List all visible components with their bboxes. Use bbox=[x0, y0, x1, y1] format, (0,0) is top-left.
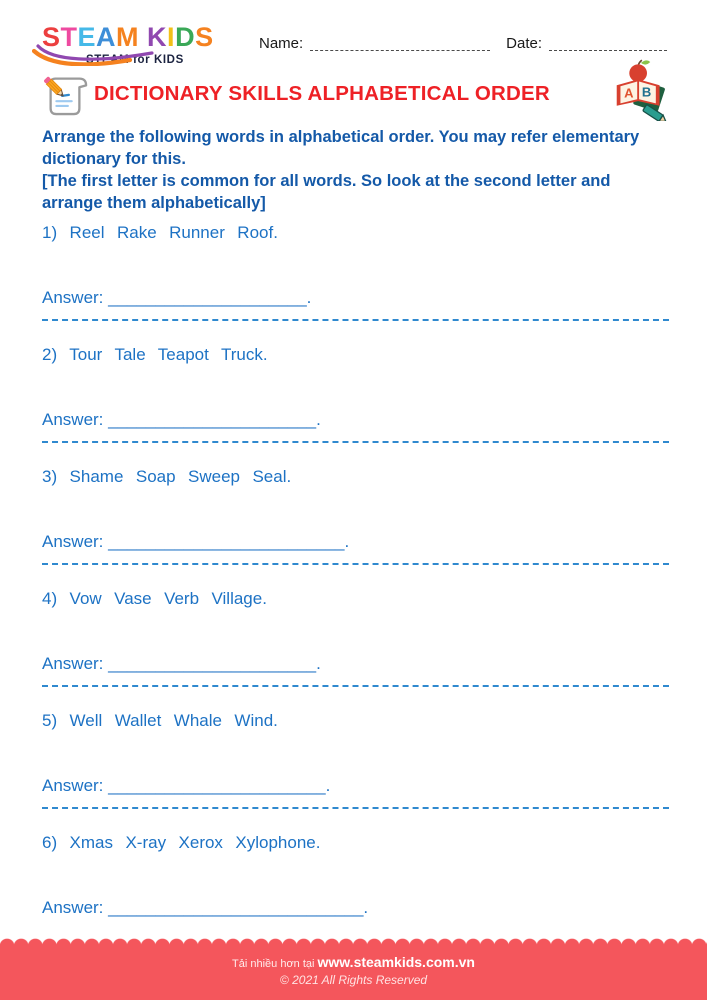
answer-row bbox=[42, 409, 667, 431]
answer-label: Answer: bbox=[42, 288, 109, 307]
dashed-separator bbox=[42, 685, 669, 687]
footer-copyright: © 2021 All Rights Reserved bbox=[279, 973, 428, 987]
footer bbox=[0, 946, 707, 1000]
logo-subtitle: STEAM for KIDS bbox=[86, 54, 184, 66]
answer-blank-line[interactable]: _____________________. bbox=[108, 288, 312, 307]
answer-label: Answer: bbox=[42, 410, 109, 429]
question-words: 3) Shame Soap Sweep Seal. bbox=[42, 467, 292, 486]
dashed-separator bbox=[42, 441, 669, 443]
answer-row bbox=[42, 653, 667, 675]
instruction-line-2: [The first letter is common for all words. So look at the second letter and arrange them alphabetically] bbox=[42, 172, 611, 212]
question-words: 4) Vow Vase Verb Village. bbox=[42, 589, 267, 608]
logo-letter: M bbox=[116, 22, 140, 52]
question-words: 2) Tour Tale Teapot Truck. bbox=[42, 345, 268, 364]
name-blank-line[interactable] bbox=[310, 45, 490, 51]
question-block bbox=[42, 466, 667, 565]
scalloped-edge bbox=[0, 937, 707, 946]
date-field bbox=[506, 36, 667, 53]
date-blank-line[interactable] bbox=[549, 45, 667, 51]
footer-link-line bbox=[0, 954, 707, 970]
question-block bbox=[42, 710, 667, 809]
title-row bbox=[42, 68, 667, 120]
question-block bbox=[42, 222, 667, 321]
answer-blank-line[interactable]: ___________________________. bbox=[108, 898, 369, 917]
date-label: Date: bbox=[506, 35, 542, 52]
name-date-row bbox=[259, 36, 667, 53]
ab-book-icon bbox=[613, 57, 667, 126]
svg-text:B: B bbox=[641, 83, 652, 99]
answer-row bbox=[42, 775, 667, 797]
logo-letter: A bbox=[96, 22, 117, 52]
svg-text:A: A bbox=[624, 84, 634, 100]
answer-label: Answer: bbox=[42, 898, 109, 917]
answer-blank-line[interactable]: _________________________. bbox=[108, 532, 350, 551]
logo-letter: K bbox=[147, 22, 168, 52]
answer-blank-line[interactable]: ______________________. bbox=[108, 410, 321, 429]
logo-letter: S bbox=[42, 22, 61, 52]
question-words: 5) Well Wallet Whale Wind. bbox=[42, 711, 278, 730]
logo-letter: S bbox=[195, 22, 214, 52]
dashed-separator bbox=[42, 807, 669, 809]
question-words: 1) Reel Rake Runner Roof. bbox=[42, 223, 278, 242]
page-title: DICTIONARY SKILLS ALPHABETICAL ORDER bbox=[94, 82, 550, 105]
answer-row bbox=[42, 897, 667, 919]
question-block bbox=[42, 344, 667, 443]
answer-row bbox=[42, 287, 667, 309]
answer-blank-line[interactable]: _______________________. bbox=[108, 776, 331, 795]
answer-row bbox=[42, 531, 667, 553]
answer-label: Answer: bbox=[42, 654, 109, 673]
logo-letter: I bbox=[167, 22, 176, 52]
pencil-scroll-icon bbox=[42, 69, 88, 122]
logo-letter: D bbox=[175, 22, 196, 52]
name-label: Name: bbox=[259, 35, 304, 52]
logo-letter: E bbox=[77, 22, 97, 52]
answer-label: Answer: bbox=[42, 532, 109, 551]
answer-label: Answer: bbox=[42, 776, 109, 795]
dashed-separator bbox=[42, 319, 669, 321]
footer-website[interactable]: www.steamkids.com.vn bbox=[317, 954, 475, 970]
logo-letter: T bbox=[60, 22, 78, 52]
logo-swoosh-icon bbox=[32, 44, 182, 71]
steam-kids-logo bbox=[42, 24, 247, 66]
header bbox=[42, 24, 667, 66]
dashed-separator bbox=[42, 563, 669, 565]
question-list bbox=[42, 222, 667, 919]
name-field bbox=[259, 36, 490, 53]
instruction-line-1: Arrange the following words in alphabetical order. You may refer elementary dictionary for this. bbox=[42, 128, 640, 168]
footer-prefix: Tải nhiều hơn tại bbox=[232, 958, 318, 970]
question-block bbox=[42, 832, 667, 919]
instructions bbox=[42, 126, 674, 214]
answer-blank-line[interactable]: ______________________. bbox=[108, 654, 321, 673]
question-words: 6) Xmas X-ray Xerox Xylophone. bbox=[42, 833, 321, 852]
question-block bbox=[42, 588, 667, 687]
